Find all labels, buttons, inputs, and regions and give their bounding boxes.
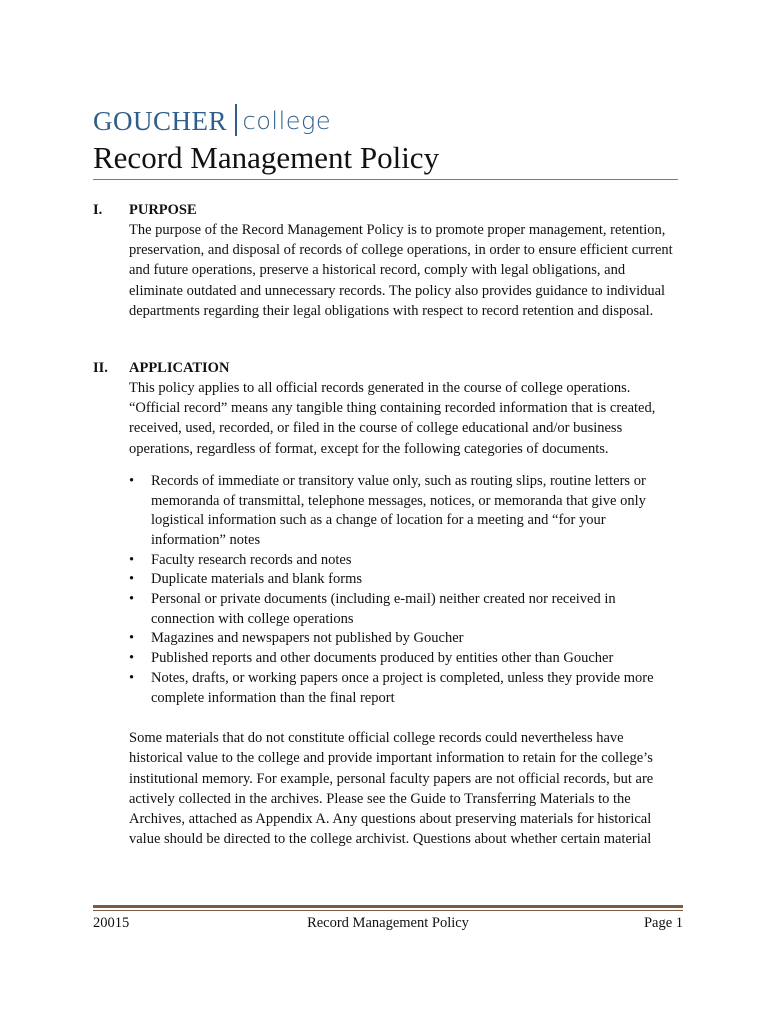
bullet-icon: • (129, 571, 135, 588)
purpose-paragraph: The purpose of the Record Management Policy is to promote proper management, retention, preservation, and disposal of records of college operations, in order to ensure efficient current and future operations, preserve a historical record, comply with legal obligations, and eliminate outdated and unnecessary records. The policy also provides guidance to individual departments regarding their legal obligations with respect to record retention and disposal. (129, 222, 673, 319)
list-item: • Magazines and newspapers not published by Goucher (129, 629, 679, 649)
list-item: • Faculty research records and notes (129, 551, 679, 571)
section-heading: PURPOSE (129, 202, 197, 218)
bullet-icon: • (129, 551, 135, 568)
logo-wordmark: GOUCHER (93, 106, 228, 136)
bullet-icon: • (129, 591, 135, 608)
title-divider (93, 179, 678, 180)
logo-subtitle: college (242, 107, 332, 135)
section-heading: APPLICATION (129, 360, 230, 376)
page-number: Page 1 (643, 915, 683, 931)
section-number: II. (93, 360, 108, 376)
logo-divider (235, 104, 237, 136)
historical-value-paragraph: Some materials that do not constitute official college records could nevertheless have historical value to the college and provide important information to retain for the college’s institutional memory. For example, personal faculty papers are not official records, but are actively collected in the archives. Please see the Guide to Transferring Materials to the Archives, attached as Appendix A. Any questions about preserving materials for historical value should be directed to the college archivist. Questions about whether certain material (129, 730, 654, 848)
list-item: • Records of immediate or transitory value only, such as routing slips, routine letters or memoranda of transmittal, telephone messages, notices, or memoranda that give only logistical information such as a change of location for a meeting and “for your information” notes (129, 472, 646, 548)
footer-doc-number: 20015 (93, 915, 130, 931)
list-item: • Duplicate materials and blank forms (129, 570, 679, 590)
section-number: I. (93, 202, 103, 218)
bullet-icon: • (129, 650, 135, 667)
bullet-icon: • (129, 630, 135, 647)
section-body (129, 358, 679, 849)
list-item: • Published reports and other documents produced by entities other than Goucher (129, 649, 679, 669)
footer-divider-thick (93, 905, 683, 908)
list-item: • Personal or private documents (including e-mail) neither created nor received in connection with college operations (129, 591, 616, 627)
section-body (129, 200, 679, 321)
list-item: • Notes, drafts, or working papers once a project is completed, unless they provide more complete information than the final report (129, 669, 654, 706)
goucher-college-logo (93, 100, 331, 136)
footer-title: Record Management Policy (307, 915, 469, 931)
bullet-icon: • (129, 669, 135, 686)
document-title: Record Management Policy (93, 140, 440, 175)
bullet-icon: • (129, 472, 135, 489)
application-paragraph: This policy applies to all official records generated in the course of college operations. “Official record” means any tangible thing containing recorded information that is created, received, used, recorded, or filed in the course of college educational and/or business operations, regardless of format, except for the following categories of documents. (129, 380, 656, 457)
footer-divider-thin (93, 910, 683, 911)
exclusions-list (129, 472, 679, 708)
